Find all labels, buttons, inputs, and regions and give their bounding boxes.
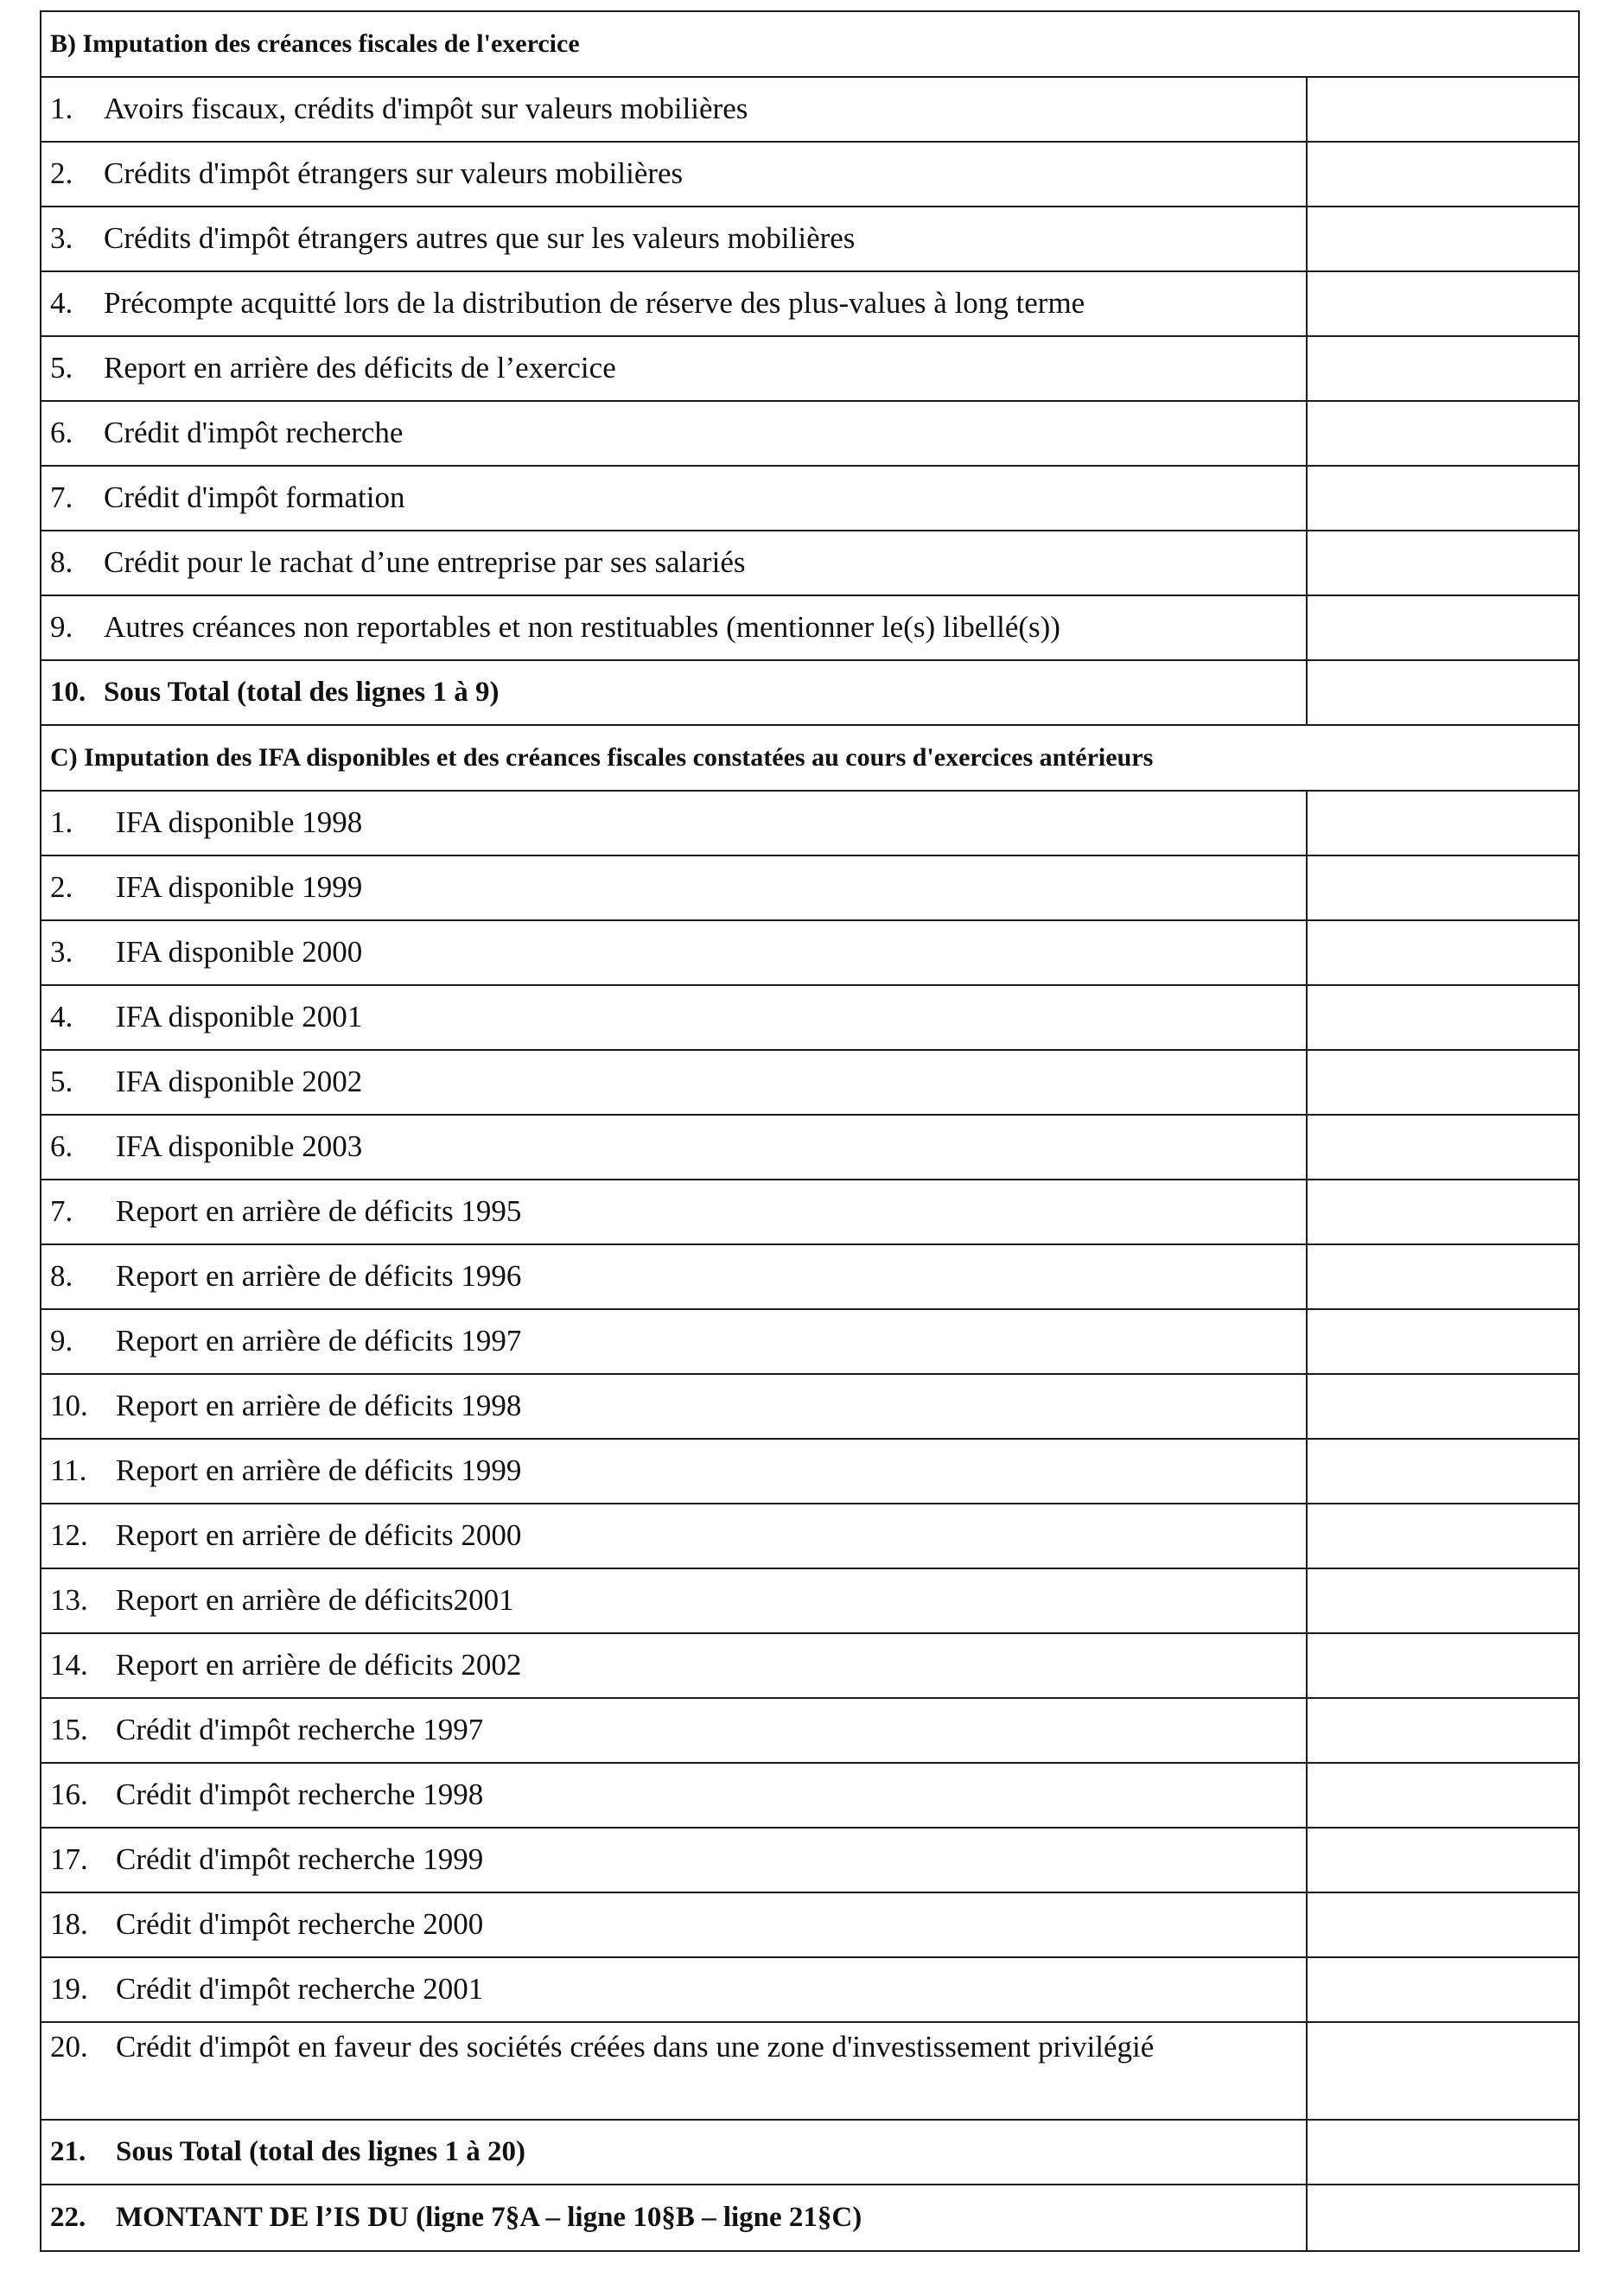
- section-c-subtotal-row: [41, 2121, 1578, 2185]
- amount-cell[interactable]: [1306, 1180, 1578, 1243]
- section-b-row-7: [41, 467, 1578, 531]
- row-number: 13.: [50, 1583, 88, 1618]
- section-b-subtotal-row: [41, 661, 1578, 726]
- row-number: 8.: [50, 1259, 73, 1294]
- row-label: Sous Total (total des lignes 1 à 20): [116, 2135, 525, 2167]
- amount-cell[interactable]: [1306, 1310, 1578, 1373]
- row-label: Report en arrière de déficits2001: [116, 1583, 514, 1618]
- section-c-row-6: [41, 1116, 1578, 1180]
- amount-cell[interactable]: [1306, 1958, 1578, 2021]
- section-b-row-4: [41, 272, 1578, 337]
- section-c-row-19: [41, 1958, 1578, 2023]
- section-c-row-2: [41, 856, 1578, 921]
- subtotal-cell[interactable]: [1306, 661, 1578, 724]
- section-b-title: B) Imputation des créances fiscales de l'exercice: [41, 12, 1578, 78]
- row-label: Report en arrière de déficits 2000: [116, 1518, 522, 1553]
- row-number: 22.: [50, 2201, 86, 2233]
- row-number: 10.: [50, 1389, 88, 1423]
- amount-cell[interactable]: [1306, 986, 1578, 1049]
- section-c-row-3: [41, 921, 1578, 986]
- section-c-row-14: [41, 1634, 1578, 1699]
- row-number: 8.: [50, 545, 73, 580]
- row-label: Crédit d'impôt recherche 2001: [116, 1972, 484, 2007]
- row-label: IFA disponible 2003: [116, 1129, 363, 1164]
- amount-cell[interactable]: [1306, 207, 1578, 270]
- row-number: 16.: [50, 1778, 88, 1812]
- section-c-row-1: [41, 792, 1578, 856]
- row-label: IFA disponible 2001: [116, 1000, 363, 1034]
- amount-cell[interactable]: [1306, 2023, 1578, 2119]
- amount-cell[interactable]: [1306, 1440, 1578, 1503]
- row-label: Report en arrière de déficits 1999: [116, 1453, 522, 1488]
- amount-cell[interactable]: [1306, 467, 1578, 530]
- section-c-row-20: [41, 2023, 1578, 2121]
- amount-cell[interactable]: [1306, 1634, 1578, 1697]
- row-label: Report en arrière de déficits 1997: [116, 1324, 522, 1358]
- row-label: Crédit d'impôt formation: [104, 480, 405, 515]
- section-b-row-1: [41, 78, 1578, 143]
- amount-cell[interactable]: [1306, 1764, 1578, 1827]
- row-number: 5.: [50, 351, 73, 385]
- row-label: Crédit d'impôt recherche 2000: [116, 1907, 484, 1942]
- amount-cell[interactable]: [1306, 143, 1578, 206]
- row-number: 6.: [50, 1129, 73, 1164]
- amount-cell[interactable]: [1306, 921, 1578, 984]
- amount-cell[interactable]: [1306, 1051, 1578, 1114]
- row-number: 4.: [50, 286, 73, 321]
- amount-cell[interactable]: [1306, 792, 1578, 855]
- tax-credit-imputation-form: [40, 10, 1580, 2252]
- section-c-row-16: [41, 1764, 1578, 1829]
- row-label: MONTANT DE l’IS DU (ligne 7§A – ligne 10§B – ligne 21§C): [116, 2201, 862, 2233]
- section-c-row-15: [41, 1699, 1578, 1764]
- section-c-row-10: [41, 1375, 1578, 1440]
- row-label: Avoirs fiscaux, crédits d'impôt sur valeurs mobilières: [104, 92, 748, 126]
- amount-cell[interactable]: [1306, 856, 1578, 919]
- row-label: Crédit pour le rachat d’une entreprise par ses salariés: [104, 545, 746, 580]
- row-label: Crédits d'impôt étrangers autres que sur les valeurs mobilières: [104, 221, 856, 256]
- subtotal-cell[interactable]: [1306, 2121, 1578, 2184]
- row-label: Report en arrière des déficits de l’exercice: [104, 351, 616, 385]
- section-b-row-9: [41, 596, 1578, 661]
- section-c-row-7: [41, 1180, 1578, 1245]
- row-label: Sous Total (total des lignes 1 à 9): [104, 676, 500, 708]
- row-number: 6.: [50, 416, 73, 450]
- section-b-row-8: [41, 531, 1578, 596]
- row-number: 7.: [50, 1194, 73, 1229]
- row-number: 18.: [50, 1907, 88, 1942]
- amount-cell[interactable]: [1306, 272, 1578, 335]
- row-number: 5.: [50, 1065, 73, 1099]
- row-label: IFA disponible 2000: [116, 935, 363, 970]
- section-c-title: C) Imputation des IFA disponibles et des créances fiscales constatées au cours d'exercices antérieurs: [41, 726, 1578, 792]
- row-label: IFA disponible 1999: [116, 870, 363, 905]
- row-number: 19.: [50, 1972, 88, 2007]
- row-number: 7.: [50, 480, 73, 515]
- section-b-row-6: [41, 402, 1578, 467]
- section-c-row-8: [41, 1245, 1578, 1310]
- row-label: Crédit d'impôt en faveur des sociétés créées dans une zone d'investissement privilégié: [116, 2030, 1155, 2064]
- section-b-row-5: [41, 337, 1578, 402]
- row-number: 9.: [50, 610, 73, 645]
- row-label: IFA disponible 1998: [116, 805, 363, 840]
- row-label: Report en arrière de déficits 1998: [116, 1389, 522, 1423]
- amount-cell[interactable]: [1306, 1116, 1578, 1179]
- row-label: Crédit d'impôt recherche 1998: [116, 1778, 484, 1812]
- row-number: 10.: [50, 676, 86, 708]
- section-c-row-17: [41, 1829, 1578, 1893]
- row-label: Crédits d'impôt étrangers sur valeurs mobilières: [104, 156, 684, 191]
- row-label: Report en arrière de déficits 2002: [116, 1648, 522, 1682]
- section-c-row-9: [41, 1310, 1578, 1375]
- row-label: IFA disponible 2002: [116, 1065, 363, 1099]
- row-number: 20.: [50, 2030, 88, 2064]
- amount-cell[interactable]: [1306, 531, 1578, 595]
- section-c-row-4: [41, 986, 1578, 1051]
- section-c-row-13: [41, 1569, 1578, 1634]
- row-number: 3.: [50, 935, 73, 970]
- amount-cell[interactable]: [1306, 596, 1578, 659]
- amount-cell[interactable]: [1306, 78, 1578, 141]
- section-b-row-2: [41, 143, 1578, 207]
- row-number: 9.: [50, 1324, 73, 1358]
- section-c-row-18: [41, 1893, 1578, 1958]
- row-label: Autres créances non reportables et non restituables (mentionner le(s) libellé(s)): [104, 610, 1060, 645]
- section-c-row-5: [41, 1051, 1578, 1116]
- row-number: 15.: [50, 1713, 88, 1747]
- section-c-row-12: [41, 1504, 1578, 1569]
- is-due-total-row: [41, 2185, 1578, 2250]
- row-number: 4.: [50, 1000, 73, 1034]
- row-label: Crédit d'impôt recherche 1997: [116, 1713, 484, 1747]
- amount-cell[interactable]: [1306, 337, 1578, 400]
- row-label: Précompte acquitté lors de la distribution de réserve des plus-values à long terme: [104, 286, 1085, 321]
- row-label: Crédit d'impôt recherche: [104, 416, 404, 450]
- row-number: 14.: [50, 1648, 88, 1682]
- amount-cell[interactable]: [1306, 1893, 1578, 1956]
- row-label: Report en arrière de déficits 1996: [116, 1259, 522, 1294]
- row-number: 12.: [50, 1518, 88, 1553]
- row-label: Crédit d'impôt recherche 1999: [116, 1842, 484, 1877]
- row-number: 2.: [50, 156, 73, 191]
- row-number: 2.: [50, 870, 73, 905]
- amount-cell[interactable]: [1306, 1699, 1578, 1762]
- row-number: 11.: [50, 1453, 87, 1488]
- row-number: 1.: [50, 92, 73, 126]
- amount-cell[interactable]: [1306, 1375, 1578, 1438]
- amount-cell[interactable]: [1306, 1569, 1578, 1632]
- section-c-row-11: [41, 1440, 1578, 1504]
- row-number: 17.: [50, 1842, 88, 1877]
- row-number: 3.: [50, 221, 73, 256]
- amount-cell[interactable]: [1306, 1504, 1578, 1568]
- amount-cell[interactable]: [1306, 402, 1578, 465]
- section-b-row-3: [41, 207, 1578, 272]
- row-label: Report en arrière de déficits 1995: [116, 1194, 522, 1229]
- amount-cell[interactable]: [1306, 1829, 1578, 1892]
- total-cell[interactable]: [1306, 2185, 1578, 2250]
- amount-cell[interactable]: [1306, 1245, 1578, 1308]
- row-number: 21.: [50, 2135, 86, 2167]
- row-number: 1.: [50, 805, 73, 840]
